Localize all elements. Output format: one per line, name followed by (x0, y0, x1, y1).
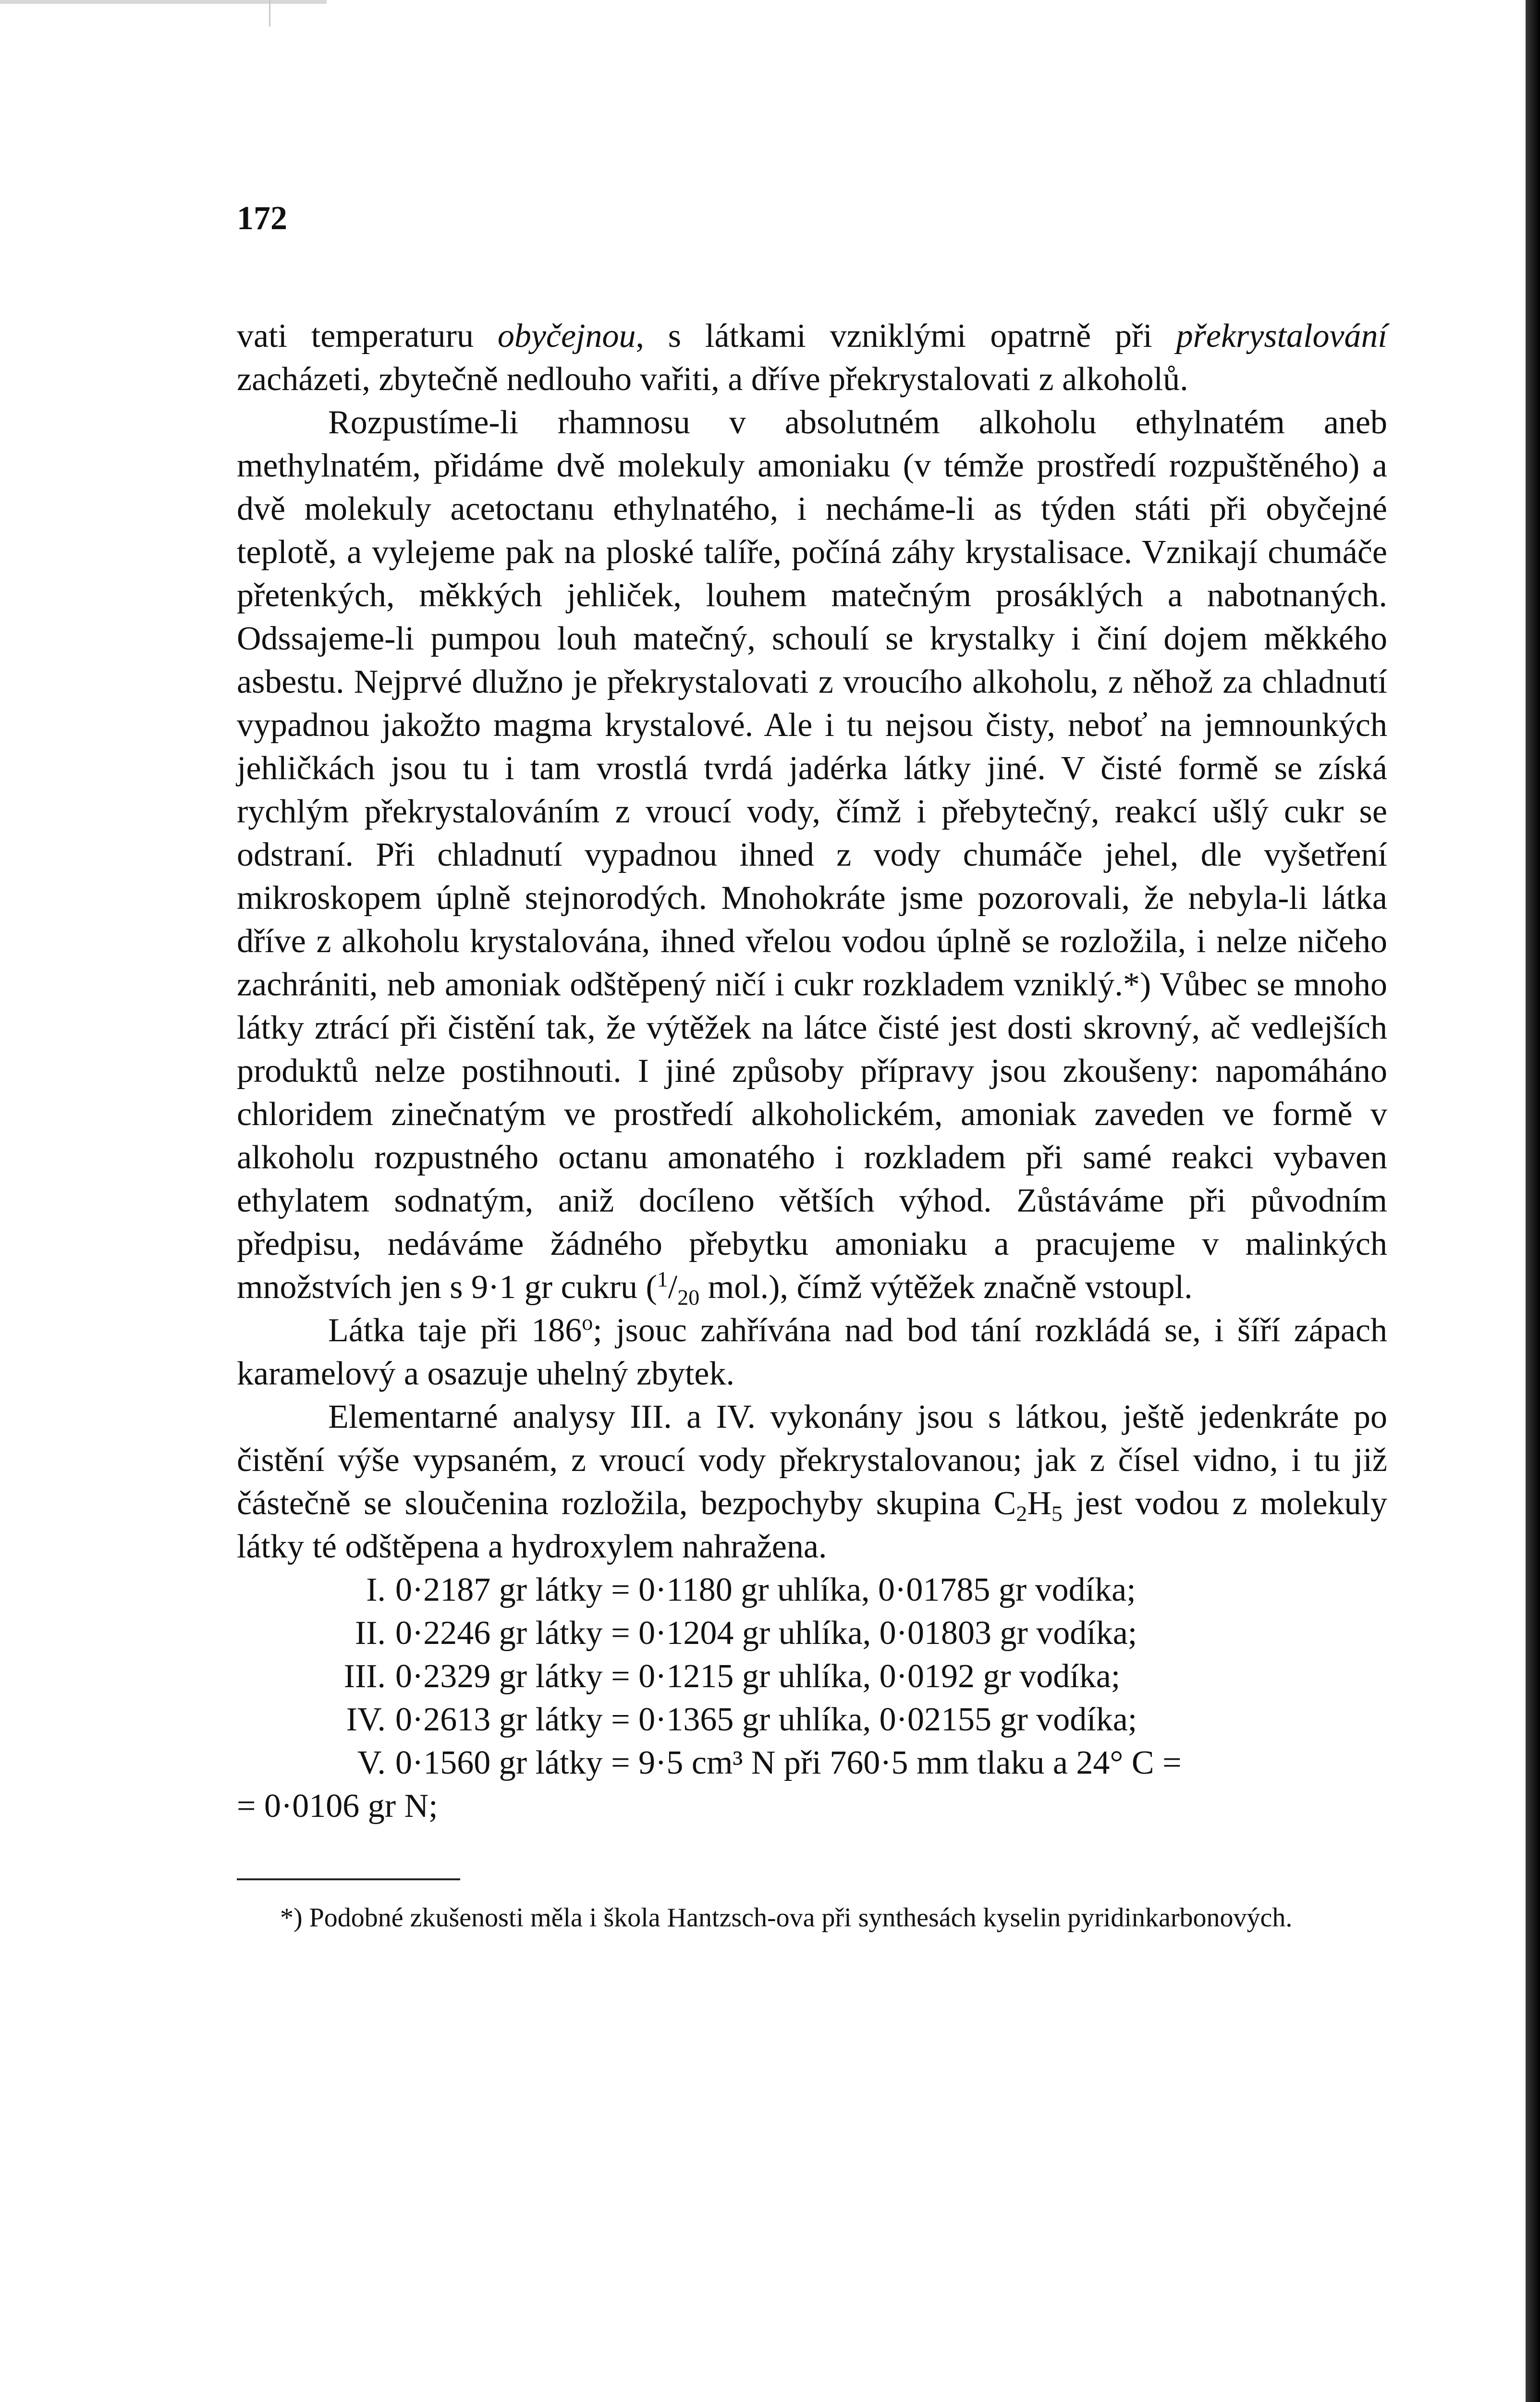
analysis-row (294, 1741, 1387, 1785)
subscript: 2 (1016, 1501, 1027, 1526)
footnote-mark: *) (280, 1903, 303, 1933)
text-run: Rozpustíme-li rhamnosu v absolutném alkoholu ethylnatém aneb methylnatém, přidáme dvě molekuly amoniaku (v témže prostředí rozpuštěného) a dvě molekuly acetoctanu ethylnatého, i necháme-li as týden státi při obyčejné teplotě, a vylejeme pak na ploské talíře, počíná záhy krystalisace. Vznikají chumáče přetenkých, měkkých jehliček, louhem matečným prosáklých a nabotnaných. Odssajeme-li pumpou louh matečný, schoulí se krystalky i činí dojem měkkého asbestu. Nejprvé dlužno je překrystalovati z vroucího alkoholu, z něhož za chladnutí vypadnou jakožto magma krystalové. Ale i tu nejsou čisty, neboť na jemnounkých jehličkách jsou tu i tam vrostlá tvrdá jadérka látky jiné. V čisté formě se získá rychlým překrystalováním z vroucí vody, čímž i přebytečný, reakcí ušlý cukr se odstraní. Při chladnutí vypadnou ihned z vody chumáče jehel, dle vyšetření mikroskopem úplně stejnorodých. Mnohokráte jsme pozorovali, že nebyla-li látka dříve z alkoholu krystalována, ihned vřelou vodou úplně se rozložila, i nelze ničeho zachrániti, neb amoniak odštěpený ničí i cukr rozkladem vzniklý.*) Vůbec se mnoho látky ztrácí při čistění tak, že výtěžek na látce čisté jest dosti skrovný, ač vedlejších produktů nelze postihnouti. I jiné způsoby přípravy jsou zkoušeny: napomáháno chloridem zinečnatým ve prostředí alkoholickém, amoniak zaveden ve formě v alkoholu rozpustného octanu amonatého i rozkladem při samé reakci vybaven ethylatem sodnatým, aniž docíleno větších výhod. Zůstáváme při původním předpisu, nedáváme žádného přebytku amoniaku a pracujeme v malinkých množstvích jen s 9·1 gr cukru ( (237, 404, 1387, 1306)
text-run: / (668, 1269, 678, 1306)
analysis-row (294, 1698, 1387, 1741)
text-run: vati temperaturu (237, 318, 498, 355)
superscript: 1 (657, 1267, 668, 1291)
footnote-rule (237, 1878, 460, 1880)
paragraph (237, 401, 1387, 1309)
italic-term: překrystalování (1176, 318, 1387, 355)
text-run: jest vodou z molekuly látky té odštěpena a hydroxylem nahražena. (237, 1485, 1387, 1565)
text-run: H (1027, 1485, 1051, 1522)
analysis-number: II. (354, 1615, 386, 1652)
footnote (237, 1900, 1387, 1936)
text-run: zacházeti, zbytečně nedlouho vařiti, a dříve překrystalovati z alkoholů. (237, 361, 1188, 398)
italic-term: obyčejnou (497, 318, 636, 355)
text-run: Látka taje při 186 (328, 1312, 582, 1349)
paragraph (237, 1396, 1387, 1569)
analysis-number: IV. (346, 1701, 386, 1738)
analysis-row (294, 1612, 1387, 1655)
analysis-row (294, 1655, 1387, 1698)
analysis-text: 0·2329 gr látky = 0·1215 gr uhlíka, 0·0192 gr vodíka; (395, 1658, 1121, 1695)
analysis-text: 0·2187 gr látky = 0·1180 gr uhlíka, 0·01785 gr vodíka; (395, 1571, 1136, 1608)
scan-edge-mark (269, 0, 270, 26)
scan-edge-right (1526, 0, 1540, 2402)
text-run: , s látkami vzniklými opatrně při (636, 318, 1176, 355)
analysis-continuation: = 0·0106 gr N; (237, 1788, 438, 1825)
superscript: o (582, 1310, 593, 1335)
paragraph (237, 315, 1387, 401)
page-number: 172 (237, 200, 287, 237)
subscript: 5 (1051, 1501, 1063, 1526)
analysis-text: 0·1560 gr látky = 9·5 cm³ N při 760·5 mm tlaku a 24° C = (395, 1744, 1182, 1781)
text-run: mol.), čímž výtěžek značně vstoupl. (699, 1269, 1193, 1306)
scan-edge-top (0, 0, 327, 4)
subscript: 20 (677, 1285, 700, 1310)
elemental-analyses (237, 1569, 1387, 1785)
text-run: ; jsouc zahřívána nad bod tání rozkládá se, i šíří zápach karamelový a osazuje uhelný zbytek. (237, 1312, 1388, 1392)
analysis-row (294, 1569, 1387, 1612)
analysis-text: 0·2613 gr látky = 0·1365 gr uhlíka, 0·02155 gr vodíka; (395, 1701, 1137, 1738)
analysis-number: V. (357, 1744, 386, 1781)
footnote-text: Podobné zkušenosti měla i škola Hantzsch-ova při synthesách kyselin pyridinkarbonových. (309, 1903, 1293, 1933)
body-text (237, 315, 1387, 1569)
analysis-text: 0·2246 gr látky = 0·1204 gr uhlíka, 0·01803 gr vodíka; (395, 1615, 1137, 1652)
analysis-number: I. (366, 1571, 386, 1608)
paragraph (237, 1309, 1387, 1396)
analysis-number: III. (343, 1658, 386, 1695)
text-run: Elementarné analysy III. a IV. vykonány jsou s látkou, ještě jedenkráte po čistění výše vypsaném, z vroucí vody překrystalovanou; jak z čísel vidno, i tu již částečně se sloučenina rozložila, bezpochyby skupina C (237, 1398, 1387, 1522)
book-page (237, 197, 1387, 1936)
